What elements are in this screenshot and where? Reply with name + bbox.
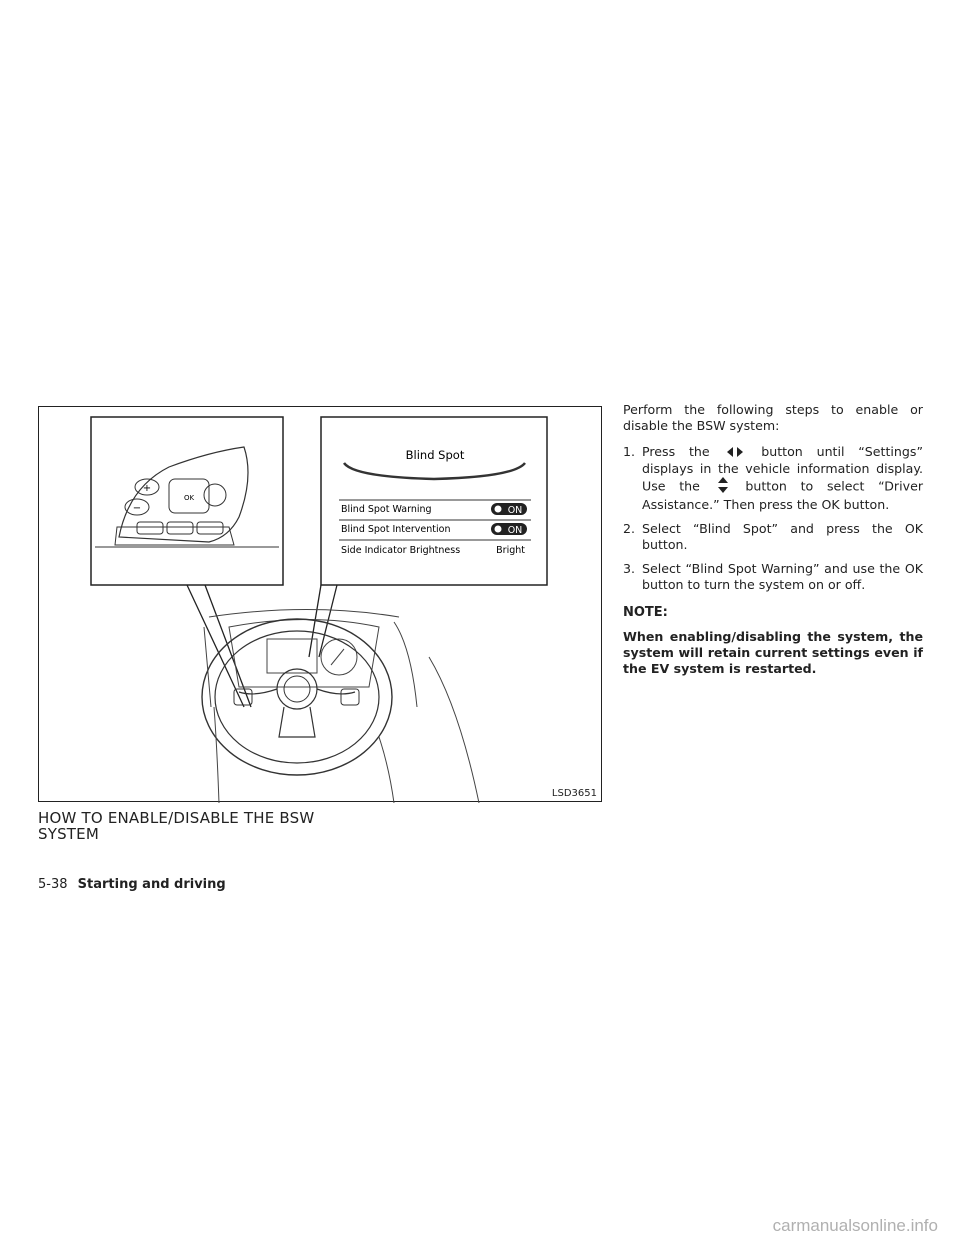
step-text: Select “Blind Spot Warning” and use the OK button to turn the system on or off. — [642, 560, 923, 592]
display-row-toggle: ON — [507, 505, 523, 516]
step-text: Select “Blind Spot” and press the OK button. — [642, 520, 923, 552]
watermark: carmanualsonline.info — [772, 1216, 938, 1235]
ok-button-label: OK — [183, 494, 195, 502]
chapter-title: Starting and driving — [77, 877, 226, 892]
figure-code: LSD3651 — [551, 788, 597, 799]
up-down-arrows-icon — [718, 477, 728, 497]
display-row-label: Blind Spot Intervention — [341, 524, 451, 535]
step-number: 3. — [623, 560, 636, 576]
page-number: 5-38 — [38, 877, 68, 892]
step-number: 1. — [623, 444, 636, 459]
step-number: 2. — [623, 520, 636, 536]
display-title: Blind Spot — [405, 448, 465, 462]
steering-wheel-illustration — [39, 407, 603, 803]
instructions — [623, 402, 923, 677]
intro-paragraph: Perform the following steps to enable or disable the BSW system: — [623, 402, 923, 433]
step-2 — [623, 521, 923, 553]
display-row-value: Bright — [496, 545, 525, 556]
volume-up-label: + — [142, 483, 152, 494]
page-footer — [38, 877, 226, 892]
volume-down-label: − — [132, 503, 142, 514]
step-3 — [623, 561, 923, 593]
step-1 — [623, 444, 923, 513]
left-right-arrows-icon — [727, 445, 743, 461]
display-row-toggle: ON — [507, 525, 523, 536]
step-text: Press the — [642, 444, 710, 459]
step-text: button to select “Driver Assistance.” Then press the OK button. — [642, 478, 923, 512]
step-text: button until “Settings” displays in the vehicle information display. Use the — [642, 444, 923, 493]
note-heading: NOTE: — [623, 604, 668, 620]
section-title: HOW TO ENABLE/DISABLE THE BSW SYSTEM — [38, 809, 315, 843]
note-text: When enabling/disabling the system, the system will retain current settings even if the EV system is restarted. — [623, 628, 923, 676]
figure-illustration — [38, 406, 602, 802]
display-row-label: Side Indicator Brightness — [341, 545, 461, 556]
display-row-label: Blind Spot Warning — [341, 504, 432, 515]
